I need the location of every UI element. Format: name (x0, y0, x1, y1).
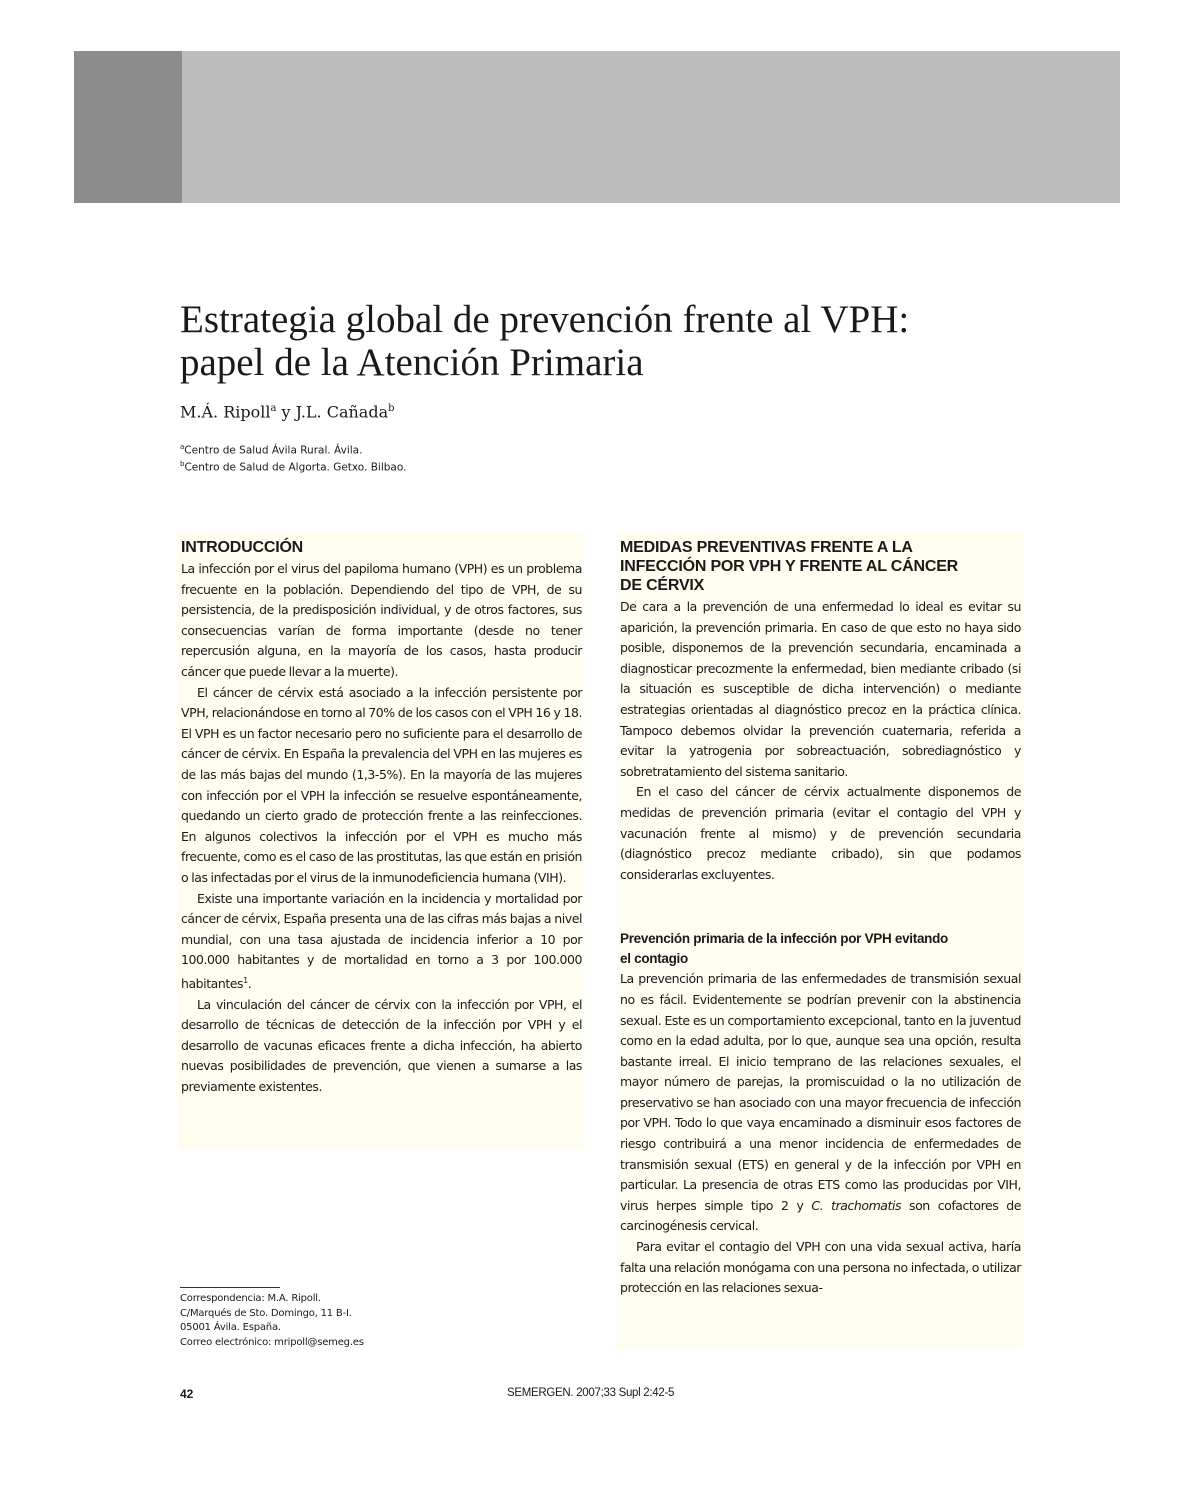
affiliation-a (180, 441, 406, 458)
author-separator: y (276, 402, 296, 422)
affiliation-b-mark: b (180, 459, 185, 468)
right-column (617, 532, 1023, 1350)
heading-line-1: MEDIDAS PREVENTIVAS FRENTE A LA (620, 539, 913, 556)
affiliations (180, 441, 406, 474)
author-1-affil-mark: a (270, 403, 277, 414)
header-banner-light-block (182, 51, 1120, 203)
subheading-prevencion-primaria (620, 929, 1023, 969)
subheading-line-2: el contagio (620, 951, 688, 967)
prevencion-paragraph-1-text: La prevención primaria de las enfermedades de transmisión sexual no es fácil. Evidentemente se podrían prevenir con la abstinencia sexual. Este es un comportamiento excepcional, tanto en la juventud como en la edad adulta, por lo que, aunque sea una opción, resulta bastante irreal. El inicio temprano de las relaciones sexuales, el mayor número de parejas, la promiscuidad o la no utilización de preservativo se han asociado con una mayor frecuencia de infección por VPH. Todo lo que vaya encaminado a disminuir esos factores de riesgo contribuirá a una menor incidencia de enfermedades de transmisión sexual (ETS) en general y de la infección por VPH en particular. La presencia de otras ETS como las producidas por VIH, virus herpes simple tipo 2 y (620, 971, 1021, 1213)
intro-paragraph-3 (181, 889, 582, 995)
section-heading-introduccion: INTRODUCCIÓN (181, 539, 304, 556)
title-line-2: papel de la Atención Primaria (180, 341, 644, 384)
subheading-line-1: Prevención primaria de la infección por VPH evitando (620, 931, 948, 947)
journal-reference: SEMERGEN. 2007;33 Supl 2:42-5 (507, 1387, 675, 1399)
medidas-paragraph-2: En el caso del cáncer de cérvix actualmente disponemos de medidas de prevención primaria (evitar el contagio del VPH y vacunación frente al mismo) y de prevención secundaria (diagnóstico precoz mediante cribado), sin que podamos considerarlas excluyentes. (620, 784, 1021, 882)
intro-paragraph-1: La infección por el virus del papiloma humano (VPH) es un problema frecuente en la población. Dependiendo del tipo de VPH, de su persistencia, de la predisposición individual, y de otros factores, sus consecuencias varían de forma importante (desde no tener repercusión alguna, en la mayoría de los casos, hasta producir cáncer que puede llevar a la muerte). (181, 561, 582, 679)
heading-line-2: INFECCIÓN POR VPH Y FRENTE AL CÁNCER (620, 558, 959, 575)
author-2: J.L. Cañada (295, 402, 389, 422)
article-title (180, 298, 1080, 384)
section-spacer (617, 885, 1023, 929)
title-line-1: Estrategia global de prevención frente al VPH: (180, 298, 910, 341)
header-banner-dark-block (74, 51, 182, 203)
affiliation-b (180, 458, 406, 475)
medidas-paragraph-1: De cara a la prevención de una enfermedad lo ideal es evitar su aparición, la prevención primaria. En caso de que esto no haya sido posible, disponemos de la prevención secundaria, encaminada a diagnosticar precozmente la enfermedad, bien mediante cribado (si la situación es susceptible de dicha intervención) o mediante estrategias orientadas al diagnóstico precoz en la práctica clínica. Tampoco debemos olvidar la prevención cuaternaria, referida a evitar la yatrogenia por sobreactuación, sobrediagnóstico y sobretratamiento del sistema sanitario. (620, 599, 1021, 779)
left-column (178, 532, 584, 1150)
affiliation-a-mark: a (180, 443, 185, 451)
reference-mark: 1 (243, 975, 248, 985)
affiliation-b-text: Centro de Salud de Algorta. Getxo. Bilbao. (184, 461, 407, 473)
correspondence-street: C/Marqués de Sto. Domingo, 11 B-I. (180, 1307, 352, 1319)
intro-paragraph-4: La vinculación del cáncer de cérvix con la infección por VPH, el desarrollo de técnicas de detección de la infección por VPH y el desarrollo de vacunas eficaces frente a dicha infección, ha abierto nuevas posibilidades de prevención, que vienen a sumarse a las previamente existentes. (181, 996, 582, 1094)
correspondence-footnote (180, 1292, 364, 1350)
footnote-rule (180, 1287, 280, 1288)
prevencion-paragraph-2: Para evitar el contagio del VPH con una vida sexual activa, haría falta una relación monógama con una persona no infectada, o utilizar protección en las relaciones sexua- (620, 1239, 1021, 1296)
section-heading-medidas-preventivas (620, 538, 1023, 595)
intro-paragraph-2: El cáncer de cérvix está asociado a la infección persistente por VPH, relacionándose en torno al 70% de los casos con el VPH 16 y 18. El VPH es un factor necesario pero no suficiente para el desarrollo de cáncer de cérvix. En España la prevalencia del VPH en las mujeres es de las más bajas del mundo (1,3-5%). En la mayoría de las mujeres con infección por el VPH la infección se resuelve espontáneamente, quedando un cierto grado de protección frente a las reinfecciones. En algunos colectivos la infección por el VPH es mucho más frecuente, como es el caso de las prostitutas, las que están en prisión o las infectadas por el virus de la inmunodeficiencia humana (VIH). (181, 684, 582, 885)
intro-paragraph-3-end: . (247, 976, 252, 992)
species-name: C. trachomatis (811, 1197, 902, 1213)
author-1: M.Á. Ripoll (180, 402, 271, 422)
author-2-affil-mark: b (388, 403, 395, 414)
author-line (180, 398, 395, 423)
prevencion-paragraph-1 (620, 969, 1021, 1237)
prevencion-paragraph-1-end: son cofactores de carcinogénesis cervical. (620, 1197, 1021, 1234)
intro-paragraph-3-text: Existe una importante variación en la incidencia y mortalidad por cáncer de cérvix, España presenta una de las cifras más bajas a nivel mundial, con una tasa ajustada de incidencia inferior a 10 por 100.000 habitantes y de mortalidad en torno a 3 por 100.000 habitantes (181, 890, 582, 992)
correspondence-email: Correo electrónico: mripoll@semeg.es (180, 1336, 364, 1348)
heading-line-3: DE CÉRVIX (620, 577, 705, 594)
page-number: 42 (180, 1387, 194, 1401)
correspondence-name: Correspondencia: M.A. Ripoll. (180, 1293, 321, 1304)
affiliation-a-text: Centro de Salud Ávila Rural. Ávila. (184, 444, 363, 457)
correspondence-city: 05001 Ávila. España. (180, 1322, 281, 1333)
